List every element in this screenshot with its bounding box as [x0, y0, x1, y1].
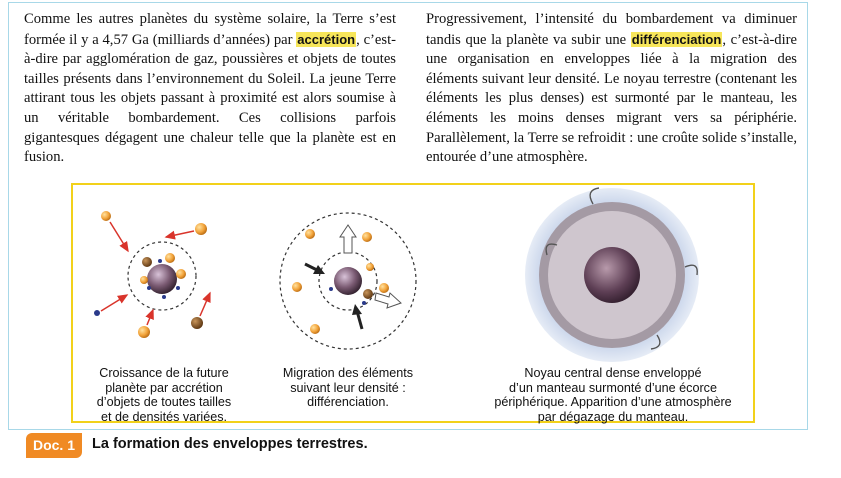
text-column-right: [426, 10, 797, 168]
orange-object: [140, 276, 148, 284]
small-dense-object: [176, 286, 180, 290]
differentiating-planet: [334, 267, 362, 295]
outward-arrow-icon: [375, 293, 401, 308]
small-dense-object: [158, 259, 162, 263]
caption-line: suivant leur densité :: [290, 380, 406, 395]
inward-arrow-head: [352, 304, 362, 315]
figure-panel: [71, 183, 755, 423]
orange-object: [176, 269, 186, 279]
differenciation-diagram: [280, 213, 416, 349]
small-dense-object: [94, 310, 100, 316]
trajectory-arrow: [200, 293, 210, 316]
caption-line: Noyau central dense enveloppé: [524, 366, 702, 380]
small-dense-object: [362, 301, 366, 305]
caption-line: par dégazage du manteau.: [537, 409, 689, 424]
small-dense-object: [147, 286, 151, 290]
orange-object: [292, 282, 302, 292]
caption-line: d’un manteau surmonté d’une écorce: [509, 380, 717, 395]
orange-object: [165, 253, 175, 263]
right-text-end: , c’est-à-dire une organisation en enveloppes liée à la migration des éléments suivant leur densité. Le noyau terrestre (contenant les éléments les plus denses) est surmonté par le manteau, les éléments les moins denses migrant vers sa périphérie. Parallèlement, la Terre se refroidit : une croûte solide s’installe, entourée d’une atmosphère.: [426, 31, 797, 166]
caption-line: périphérique. Apparition d’une atmosphère: [494, 395, 732, 410]
caption-line: différenciation.: [307, 395, 389, 410]
brown-object: [191, 317, 203, 329]
orange-object: [379, 283, 389, 293]
core: [584, 247, 640, 303]
caption-layered-earth: [493, 366, 733, 424]
term-accretion[interactable]: accrétion: [297, 31, 356, 47]
caption-differenciation: [273, 366, 423, 410]
term-differenciation[interactable]: différenciation: [631, 31, 722, 47]
caption-line: et de densités variées.: [100, 409, 227, 424]
caption-accretion: [79, 366, 249, 424]
trajectory-arrow: [101, 295, 127, 311]
orange-object: [362, 232, 372, 242]
orange-object: [195, 223, 207, 235]
orange-object: [366, 263, 374, 271]
proto-planet: [147, 264, 177, 294]
orange-object: [138, 326, 150, 338]
trajectory-arrow: [110, 222, 128, 251]
doc-badge: Doc. 1: [26, 433, 82, 458]
outward-arrow-icon: [340, 225, 356, 253]
trajectory-arrow: [166, 231, 194, 237]
brown-object: [142, 257, 152, 267]
orange-object: [310, 324, 320, 334]
orange-object: [305, 229, 315, 239]
text-column-left: [24, 10, 396, 168]
brown-object: [363, 289, 373, 299]
doc-title: La formation des enveloppes terrestres.: [92, 436, 368, 452]
caption-line: Croissance de la future: [99, 366, 229, 380]
orange-object: [101, 211, 111, 221]
layered-earth-diagram: [525, 188, 699, 362]
small-dense-object: [329, 287, 333, 291]
caption-line: d’objets de toutes tailles: [96, 395, 232, 410]
accretion-diagram: [94, 211, 210, 338]
caption-line: Migration des éléments: [282, 366, 414, 380]
left-text-end: , c’est-à-dire par agglomération de gaz, poussières et objets de toutes tailles présents dans l’environnement du Soleil. La jeune Terre attirant tous les objets passant à proximité est alors soumise à un véritable bombardement. Ces collisions parfois gigantesques dégagent une chaleur telle que la planète est en fusion.: [24, 31, 396, 166]
small-dense-object: [162, 295, 166, 299]
left-text-start: Comme les autres planètes du système solaire, la Terre s’est formée il y a 4,57 Ga (milliards d’années) par: [24, 11, 396, 48]
caption-line: planète par accrétion: [105, 380, 223, 395]
right-text-start: Progressivement, l’intensité du bombardement va diminuer tandis que la planète va subir une: [426, 11, 797, 48]
trajectory-arrow: [147, 310, 153, 325]
